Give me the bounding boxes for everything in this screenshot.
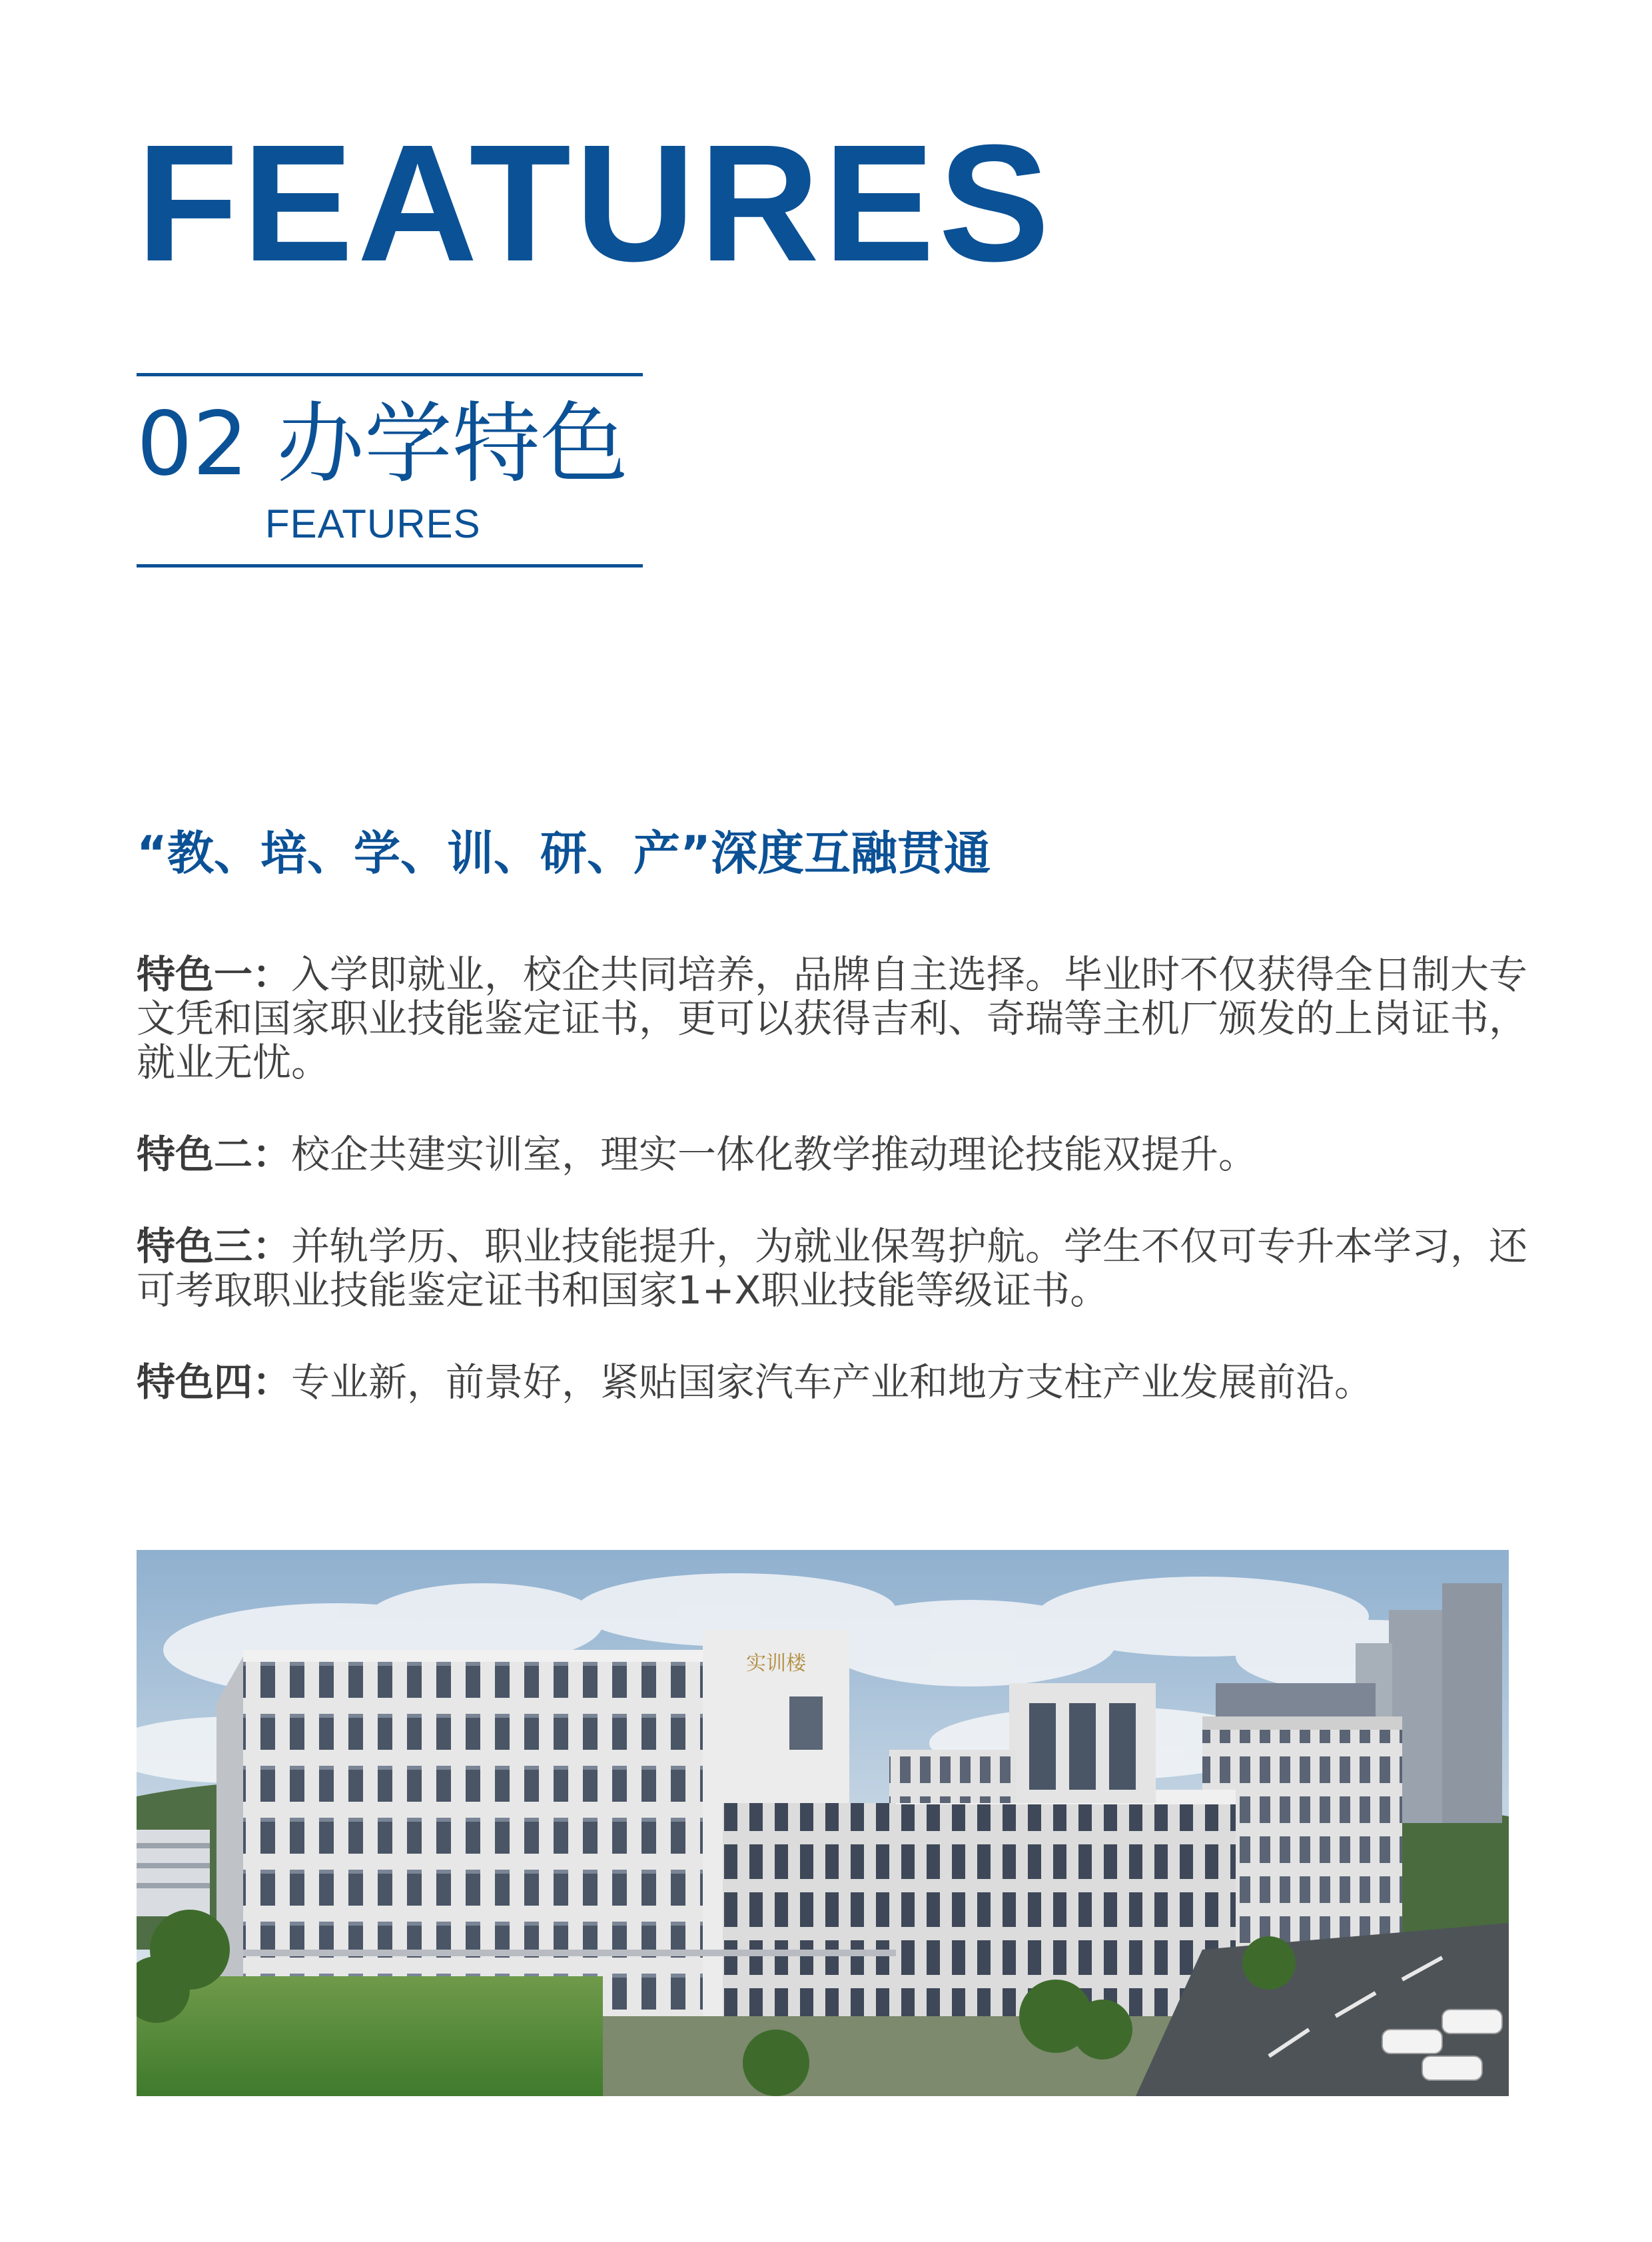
feature-item	[137, 1360, 1542, 1404]
big-title: FEATURES	[137, 110, 1054, 296]
section-top-rule	[137, 373, 643, 376]
section-bottom-rule	[137, 564, 643, 567]
feature-label: 特色三：	[137, 1224, 292, 1269]
building-main	[216, 1630, 896, 2030]
feature-text: 入学即就业，校企共同培养，品牌自主选择。毕业时不仅获得全日制大专文凭和国家职业技能鉴定证书，更可以获得吉利、奇瑞等主机厂颁发的上岗证书，就业无忧。	[137, 952, 1528, 1085]
section-subtitle: FEATURES	[265, 502, 481, 546]
feature-item	[137, 1224, 1542, 1312]
feature-text: 专业新，前景好，紧贴国家汽车产业和地方支柱产业发展前沿。	[291, 1359, 1374, 1405]
feature-label: 特色四：	[137, 1359, 292, 1405]
feature-item	[137, 952, 1542, 1084]
building-photo-illustration	[137, 1550, 1509, 2096]
feature-text: 校企共建实训室，理实一体化教学推动理论技能双提升。	[291, 1132, 1258, 1177]
headline: “教、培、学、训、研、产”深度互融贯通	[137, 826, 991, 881]
feature-label: 特色一：	[137, 952, 292, 997]
feature-text: 并轨学历、职业技能提升，为就业保驾护航。学生不仅可专升本学习，还可考取职业技能鉴定证书和国家1+X职业技能等级证书。	[137, 1224, 1528, 1313]
feature-label: 特色二：	[137, 1132, 292, 1177]
feature-list	[137, 952, 1542, 1452]
feature-item	[137, 1132, 1542, 1176]
building-photo	[137, 1550, 1509, 2096]
section-title: 02 办学特色	[137, 393, 628, 496]
building-sign: 实训楼	[746, 1652, 806, 1675]
